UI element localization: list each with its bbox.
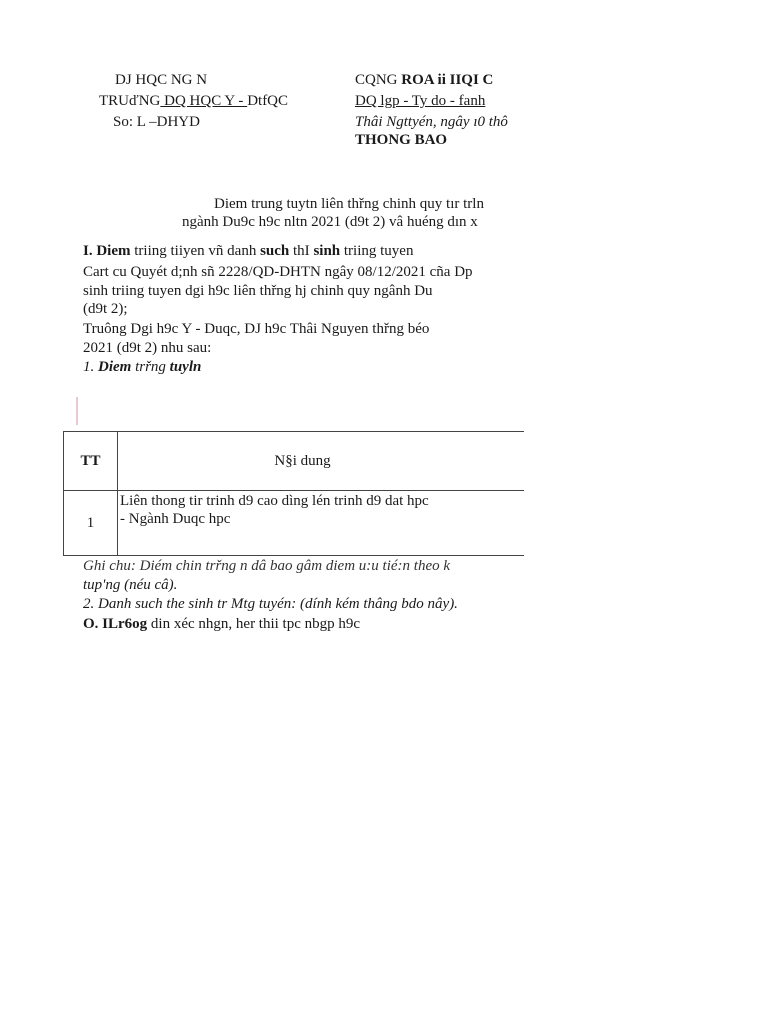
paragraph-1-line-3: (d9t 2);: [83, 301, 128, 317]
section-1-word-1: Diem: [96, 243, 131, 259]
paragraph-2-line-2: 2021 (d9t 2) nhu sau:: [83, 340, 212, 356]
paragraph-1-line-2: sinh triing tuyen dgi h9c liên thřng hj chinh quy ngânh Du: [83, 283, 433, 299]
header-school-line: [99, 92, 288, 110]
header-national-part2: ROA ii IIQI C: [401, 72, 494, 88]
table-header-row: [64, 432, 525, 491]
note-line-1: Ghi chu: Diém chin trřng n dâ bao gâm diem u:u tié:n theo k: [83, 558, 451, 574]
subsection-1-word-3: tuyln: [169, 359, 202, 375]
table-cell-content: [118, 491, 525, 556]
note-line-2: tup'ng (néu câ).: [83, 577, 178, 593]
section-1-word-4: thI: [289, 243, 314, 259]
section-1-number: I.: [83, 243, 97, 259]
subsection-1-heading: [83, 358, 201, 376]
section-1-word-3: such: [260, 243, 290, 259]
section-1-word-5: sinh: [313, 243, 341, 259]
header-school-part1: TRUďNG: [99, 93, 161, 109]
header-national-part1: CQNG: [355, 72, 402, 88]
table-header-cell: N§i dung: [118, 432, 525, 491]
subsection-1-word-1: Diem: [98, 359, 132, 375]
section-2-heading: [83, 615, 360, 633]
table-cell-content-line-1: Liên thong tir trinh d9 cao dìng lén trinh d9 dat hpc: [120, 493, 429, 509]
subsection-1-number: 1.: [83, 359, 98, 375]
paragraph-1-line-1: Cart cu Quyét d;nh sñ 2228/QD-DHTN ngây 08/12/2021 cña Dp: [83, 264, 473, 280]
doc-type-title: THONG BAO: [355, 132, 448, 148]
item-2-heading: 2. Danh such the sinh tr Mtg tuyén: (dính kém thâng bdo nây).: [83, 596, 458, 612]
section-1-word-6: triing tuyen: [340, 243, 414, 259]
header-agency-line: DJ HQC NG N: [115, 72, 208, 88]
table-header-cell: TT: [64, 432, 118, 491]
section-2-number: O. ILr6og: [83, 616, 148, 632]
header-motto: DQ lgp - Ty do - fanh: [355, 93, 486, 109]
header-place-date: Thâi Ngttyén, ngây ı0 thô: [355, 114, 508, 130]
header-school-part2: DQ HQC Y -: [160, 93, 248, 109]
paragraph-2-line-1: Truông Dgi h9c Y - Duqc, DJ h9c Thâi Nguyen thřng béo: [83, 321, 430, 337]
table-cell-tt: 1: [64, 491, 118, 556]
subject-line-2: ngành Du9c h9c nltn 2021 (d9t 2) vâ huéng dın x: [182, 214, 478, 230]
subject-line-1: Diem trung tuytn liên thřng chinh quy tır trln: [214, 196, 484, 212]
text-cursor: [76, 397, 78, 425]
table-cell-content-line-2: - Ngành Duqc hpc: [120, 511, 231, 527]
header-national-line: [355, 71, 493, 89]
header-school-part3: DtfQC: [247, 93, 289, 109]
table-row: [64, 491, 525, 556]
subsection-1-word-2: trřng: [131, 359, 170, 375]
section-1-word-2: triing tiiyen vñ danh: [130, 243, 261, 259]
header-doc-number: So: L –DHYD: [113, 114, 200, 130]
score-table: [63, 431, 524, 556]
section-1-heading: [83, 242, 413, 260]
section-2-text: din xéc nhgn, her thii tpc nbgp h9c: [147, 616, 361, 632]
